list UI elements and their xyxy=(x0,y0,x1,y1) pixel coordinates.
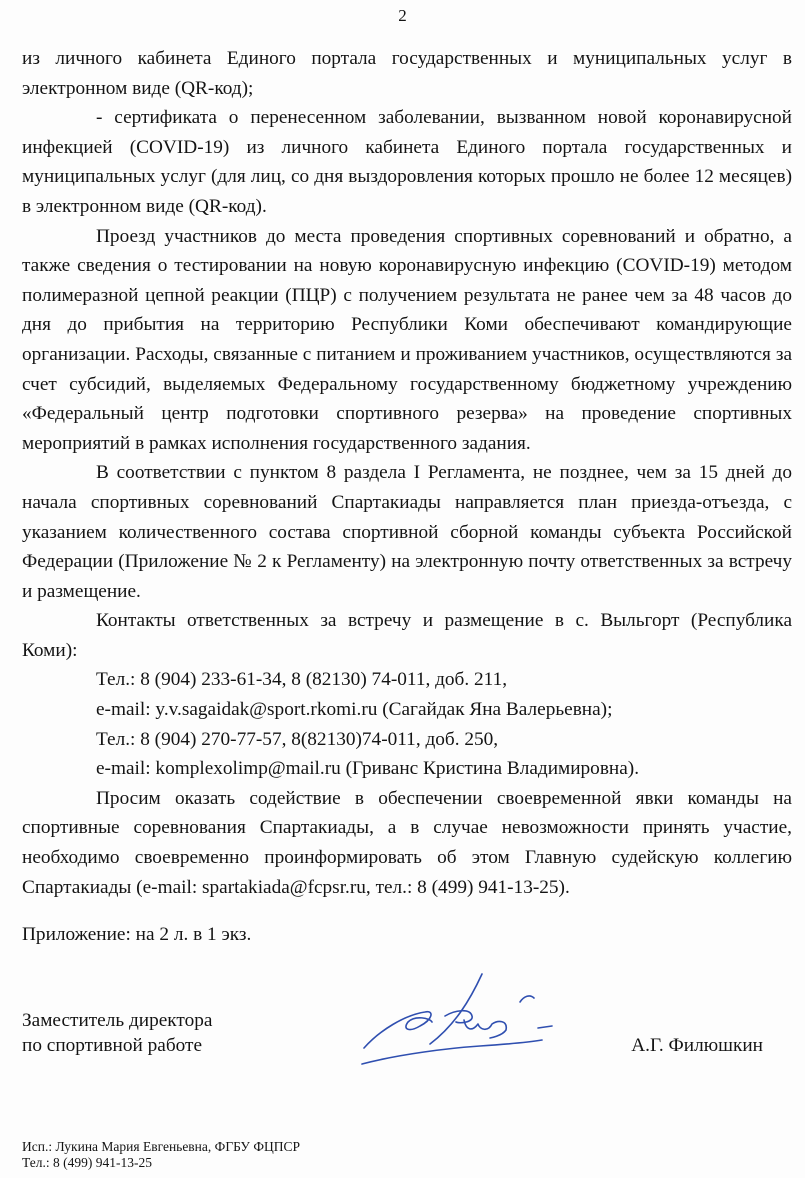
signature-letter-stroke xyxy=(445,1011,506,1038)
contacts-list xyxy=(22,665,792,783)
paragraph-closing-request: Просим оказать содействие в обеспечении своевременной явки команды на спортивные соревнования Спартакиады, а в случае невозможности принять участие, необходимо своевременно проинформировать об этом Главную судейскую коллегию Спартакиады (e-mail: spartakiada@fcpsr.ru, тел.: 8 (499) 941-13-25). xyxy=(22,787,792,898)
signature-loop-stroke xyxy=(364,1012,432,1048)
signer-title-line1: Заместитель директора xyxy=(22,1010,213,1031)
contact-phone-1: Тел.: 8 (904) 233-61-34, 8 (82130) 74-011, доб. 211, xyxy=(96,669,508,691)
paragraph-continuation: из личного кабинета Единого портала государственных и муниципальных услуг в электронном виде (QR-код); xyxy=(22,48,792,99)
signer-title xyxy=(22,1008,212,1058)
contact-phone-2: Тел.: 8 (904) 270-77-57, 8(82130)74-011, доб. 250, xyxy=(96,728,499,750)
signature-vertical-stroke xyxy=(430,974,482,1044)
executor-name: Исп.: Лукина Мария Евгеньевна, ФГБУ ФЦПСР xyxy=(22,1139,301,1154)
contact-email-1: e-mail: y.v.sagaidak@sport.rkomi.ru (Сагайдак Яна Валерьевна); xyxy=(96,699,613,721)
contact-email-2: e-mail: komplexolimp@mail.ru (Гриванс Кристина Владимировна). xyxy=(96,758,640,780)
signature-underline-stroke xyxy=(362,1040,542,1064)
attachment-note: Приложение: на 2 л. в 1 экз. xyxy=(22,924,252,945)
handwritten-signature xyxy=(360,960,580,1070)
signature-dash-stroke xyxy=(538,1026,552,1028)
paragraph-arrival-plan: В соответствии с пунктом 8 раздела I Регламента, не позднее, чем за 15 дней до начала спортивных соревнований Спартакиады направляется план приезда-отъезда, с указанием количественного состава спортивной сборной команды субъекта Российской Федерации (Приложение № 2 к Регламенту) на электронную почту ответственных за встречу и размещение. xyxy=(22,462,792,602)
executor-phone: Тел.: 8 (499) 941-13-25 xyxy=(22,1155,152,1170)
letter-body xyxy=(22,44,792,902)
signer-name: А.Г. Филюшкин xyxy=(631,1035,763,1056)
executor-info xyxy=(22,1139,300,1171)
signature-accent-stroke xyxy=(520,996,534,1002)
paragraph-contacts-intro: Контакты ответственных за встречу и размещение в с. Выльгорт (Республика Коми): xyxy=(22,610,792,661)
page-number: 2 xyxy=(398,6,407,25)
paragraph-certificate: - сертификата о перенесенном заболевании, вызванном новой коронавирусной инфекцией (COVID-19) из личного кабинета Единого портала государственных и муниципальных услуг (для лиц, со дня выздоровления которых прошло не более 12 месяцев) в электронном виде (QR-код). xyxy=(22,107,792,217)
paragraph-travel: Проезд участников до места проведения спортивных соревнований и обратно, а также сведения о тестировании на новую коронавирусную инфекцию (COVID-19) методом полимеразной цепной реакции (ПЦР) с получением результата не ранее чем за 48 часов до дня до прибытия на территорию Республики Коми обеспечивают командирующие организации. Расходы, связанные с питанием и проживанием участников, осуществляются за счет субсидий, выделяемых Федеральному государственному бюджетному учреждению «Федеральный центр подготовки спортивного резерва» на проведение спортивных мероприятий в рамках исполнения государственного задания. xyxy=(22,225,792,454)
signer-title-line2: по спортивной работе xyxy=(22,1035,203,1056)
